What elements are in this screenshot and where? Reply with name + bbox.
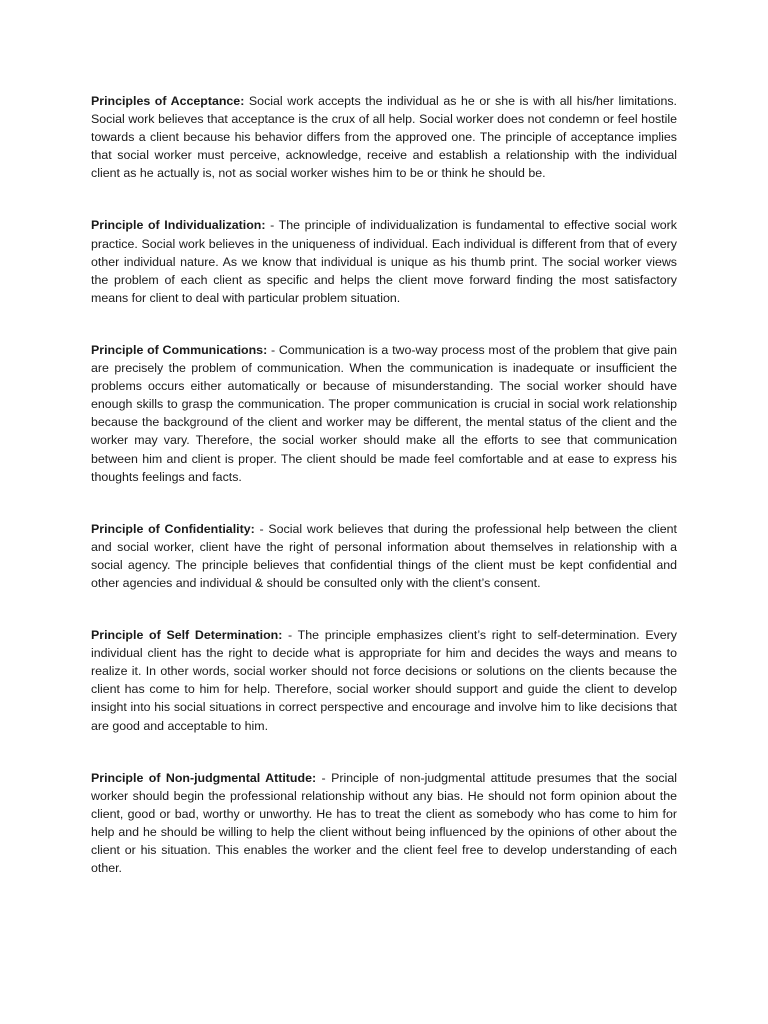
section-body: Social work accepts the individual as he or she is with all his/her limitations. Social work believes that acceptance is the crux of all help. Social worker does not condemn or feel hostile towards a client because his behavior differs from the approved one. The principle of acceptance implies that social worker must perceive, acknowledge, receive and establish a relationship with the individual client as he actually is, not as social worker wishes him to be or think he should be. <box>91 94 678 181</box>
section-confidentiality <box>91 520 677 592</box>
section-heading: Principle of Communications: <box>91 342 268 357</box>
section-body: - The principle emphasizes client’s right to self-determination. Every individual client has the right to decide what is appropriate for him and decides the ways and means to realize it. In other words, social worker should not force decisions or solutions on the clients because the client has come to him for help. Therefore, social worker should support and guide the client to develop insight into his social situations in correct perspective and encourage and involve him to like decisions that are good and acceptable to him. <box>91 628 677 733</box>
document-page <box>91 92 677 877</box>
section-acceptance <box>91 92 677 182</box>
section-heading: Principle of Self Determination: <box>91 628 283 643</box>
section-body: - Social work believes that during the professional help between the client and social worker, client have the right of personal information about themselves in relationship with a social agency. The principle believes that confidential things of the client must be kept confidential and other agencies and individual & should be consulted only with the client’s consent. <box>91 521 677 590</box>
section-individualization <box>91 216 677 306</box>
section-heading: Principle of Individualization: <box>91 218 266 233</box>
section-body: - Principle of non-judgmental attitude presumes that the social worker should begin the professional relationship without any bias. He should not form opinion about the client, good or bad, worthy or unworthy. He has to treat the client as somebody who has come to him for help and he should be willing to help the client without being influenced by the opinions of other about the client or his situation. This enables the worker and the client feel free to develop understanding of each other. <box>91 770 677 876</box>
section-heading: Principle of Confidentiality: <box>91 521 255 536</box>
section-communications <box>91 341 677 486</box>
section-heading: Principles of Acceptance: <box>91 94 245 108</box>
section-non-judgmental-attitude <box>91 769 677 878</box>
section-body: - The principle of individualization is fundamental to effective social work practice. Social work believes in the uniqueness of individual. Each individual is different from that of every other individual nature. As we know that individual is unique as his thumb print. The social worker views the problem of each client as specific and helps the client move forward finding the most satisfactory means for client to deal with particular problem situation. <box>91 218 677 305</box>
section-body: - Communication is a two-way process most of the problem that give pain are precisely the problem of communication. When the communication is inadequate or insufficient the problems occurs either automatically or because of misunderstanding. The social worker should have enough skills to grasp the communication. The proper communication is crucial in social work relationship because the background of the client and worker may be different, the mental status of the client and the worker may vary. Therefore, the social worker should make all the efforts to see that communication between him and client is proper. The client should be made feel comfortable and at ease to express his thoughts feelings and facts. <box>91 342 677 484</box>
section-self-determination <box>91 626 677 735</box>
section-heading: Principle of Non-judgmental Attitude: <box>91 770 317 785</box>
